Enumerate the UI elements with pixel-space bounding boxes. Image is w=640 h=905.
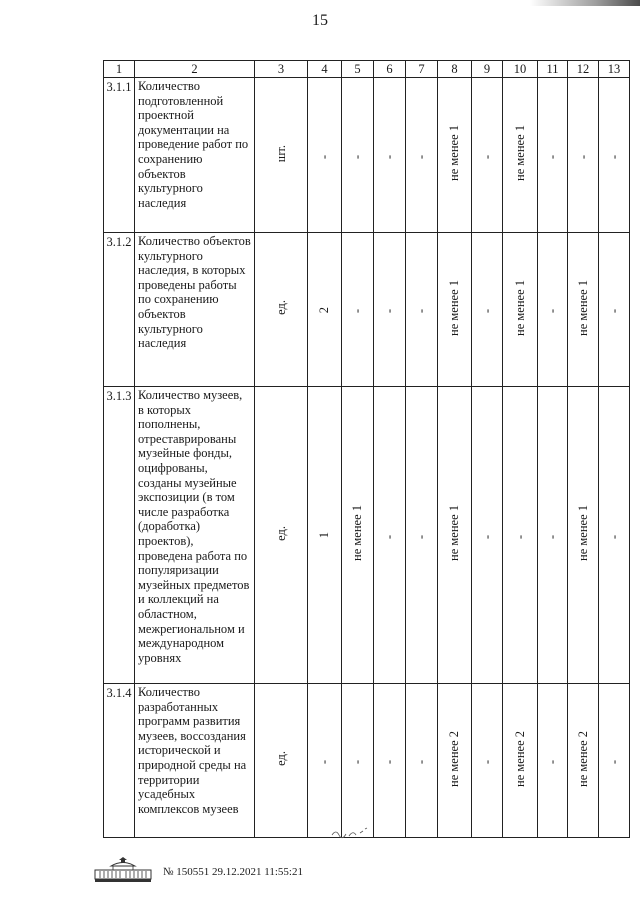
header-cell: 12	[568, 61, 599, 78]
table-row	[104, 233, 630, 387]
value-cell	[472, 387, 503, 684]
unit-cell	[255, 684, 308, 838]
value-cell	[406, 78, 438, 233]
value-text: не менее 2	[447, 730, 462, 787]
unit-cell	[255, 233, 308, 387]
value-cell	[374, 78, 406, 233]
table-header-row	[104, 61, 630, 78]
value-text: -	[382, 534, 397, 539]
value-cell	[599, 233, 630, 387]
value-cell	[599, 78, 630, 233]
value-text: -	[414, 154, 429, 159]
value-cell	[308, 387, 342, 684]
header-cell: 5	[342, 61, 374, 78]
row-number: 3.1.3	[104, 387, 135, 684]
header-cell: 8	[438, 61, 472, 78]
value-cell	[438, 233, 472, 387]
value-text: -	[606, 309, 621, 314]
value-cell	[308, 684, 342, 838]
value-text: -	[606, 154, 621, 159]
value-text: -	[479, 760, 494, 765]
value-cell	[342, 233, 374, 387]
unit-text: ед.	[273, 525, 288, 541]
value-cell	[342, 78, 374, 233]
indicator-name: Количество объектов культурного наследия, в которых проведены работы по сохранению объектов культурного наследия	[135, 233, 255, 387]
value-cell	[568, 233, 599, 387]
value-text: -	[317, 154, 332, 159]
value-cell	[406, 684, 438, 838]
unit-cell	[255, 78, 308, 233]
value-cell	[472, 78, 503, 233]
value-cell	[472, 684, 503, 838]
value-text: не менее 1	[512, 279, 527, 336]
value-cell	[503, 684, 538, 838]
value-cell	[538, 684, 568, 838]
value-cell	[406, 233, 438, 387]
header-cell: 13	[599, 61, 630, 78]
row-number: 3.1.2	[104, 233, 135, 387]
value-cell	[342, 387, 374, 684]
value-text: -	[414, 760, 429, 765]
value-text: -	[479, 309, 494, 314]
value-cell	[538, 233, 568, 387]
unit-text: ед.	[273, 300, 288, 316]
row-number: 3.1.1	[104, 78, 135, 233]
value-text: -	[414, 309, 429, 314]
header-cell: 6	[374, 61, 406, 78]
unit-text: ед.	[273, 751, 288, 767]
unit-cell	[255, 387, 308, 684]
indicator-name: Количество разработанных программ развития музеев, воссоздания исторической и природной среды на территории усадебных комплексов музеев	[135, 684, 255, 838]
header-cell: 4	[308, 61, 342, 78]
value-text: не менее 1	[575, 505, 590, 562]
value-cell	[342, 684, 374, 838]
header-cell: 11	[538, 61, 568, 78]
value-cell	[503, 233, 538, 387]
value-text: -	[350, 760, 365, 765]
value-text: -	[545, 309, 560, 314]
value-text: не менее 1	[447, 505, 462, 562]
page-number: 15	[312, 12, 328, 29]
indicators-table	[103, 60, 630, 838]
value-cell	[503, 387, 538, 684]
indicator-name: Количество музеев, в которых пополнены, отреставрированы музейные фонды, оцифрованы, созданы музейные экспозиции (в том числе разработка (доработка) проектов), проведена работа по популяризации музейных предметов и коллекций на областном, межрегиональном и международном уровнях	[135, 387, 255, 684]
registration-number: № 150551 29.12.2021 11:55:21	[163, 866, 303, 878]
value-text: 2	[317, 306, 332, 314]
value-cell	[308, 78, 342, 233]
value-text: не менее 1	[512, 125, 527, 182]
value-text: -	[606, 534, 621, 539]
unit-text: шт.	[273, 144, 288, 162]
value-cell	[374, 233, 406, 387]
value-cell	[406, 387, 438, 684]
header-cell: 1	[104, 61, 135, 78]
value-cell	[308, 233, 342, 387]
table-row	[104, 684, 630, 838]
row-number: 3.1.4	[104, 684, 135, 838]
value-text: -	[545, 760, 560, 765]
value-cell	[374, 684, 406, 838]
handwritten-mark	[330, 826, 370, 840]
header-cell: 3	[255, 61, 308, 78]
value-text: не менее 1	[575, 279, 590, 336]
value-text: -	[606, 760, 621, 765]
header-cell: 10	[503, 61, 538, 78]
value-text: не менее 2	[575, 730, 590, 787]
header-cell: 7	[406, 61, 438, 78]
registration-footer	[93, 857, 493, 887]
header-cell: 2	[135, 61, 255, 78]
value-text: не менее 1	[350, 505, 365, 562]
table-row	[104, 78, 630, 233]
value-cell	[599, 684, 630, 838]
value-cell	[568, 387, 599, 684]
value-text: -	[350, 154, 365, 159]
value-text: не менее 1	[447, 279, 462, 336]
value-text: не менее 1	[447, 125, 462, 182]
header-cell: 9	[472, 61, 503, 78]
value-text: -	[545, 534, 560, 539]
value-text: -	[382, 309, 397, 314]
value-cell	[438, 78, 472, 233]
scan-edge-mark	[530, 0, 640, 6]
value-text: не менее 2	[512, 730, 527, 787]
value-cell	[599, 387, 630, 684]
value-text: -	[414, 534, 429, 539]
value-cell	[438, 387, 472, 684]
value-text: -	[317, 760, 332, 765]
value-cell	[438, 684, 472, 838]
value-cell	[538, 78, 568, 233]
value-cell	[472, 233, 503, 387]
value-text: -	[479, 534, 494, 539]
value-cell	[538, 387, 568, 684]
value-text: -	[350, 309, 365, 314]
value-cell	[568, 78, 599, 233]
value-text: -	[382, 760, 397, 765]
value-text: -	[545, 154, 560, 159]
value-text: -	[382, 154, 397, 159]
indicator-name: Количество подготовленной проектной документации на проведение работ по сохранению объектов культурного наследия	[135, 78, 255, 233]
value-cell	[503, 78, 538, 233]
government-building-logo	[93, 857, 153, 883]
value-text: -	[575, 154, 590, 159]
value-text: -	[479, 154, 494, 159]
value-cell	[374, 387, 406, 684]
value-text: -	[512, 534, 527, 539]
value-text: 1	[317, 532, 332, 539]
table-row	[104, 387, 630, 684]
value-cell	[568, 684, 599, 838]
